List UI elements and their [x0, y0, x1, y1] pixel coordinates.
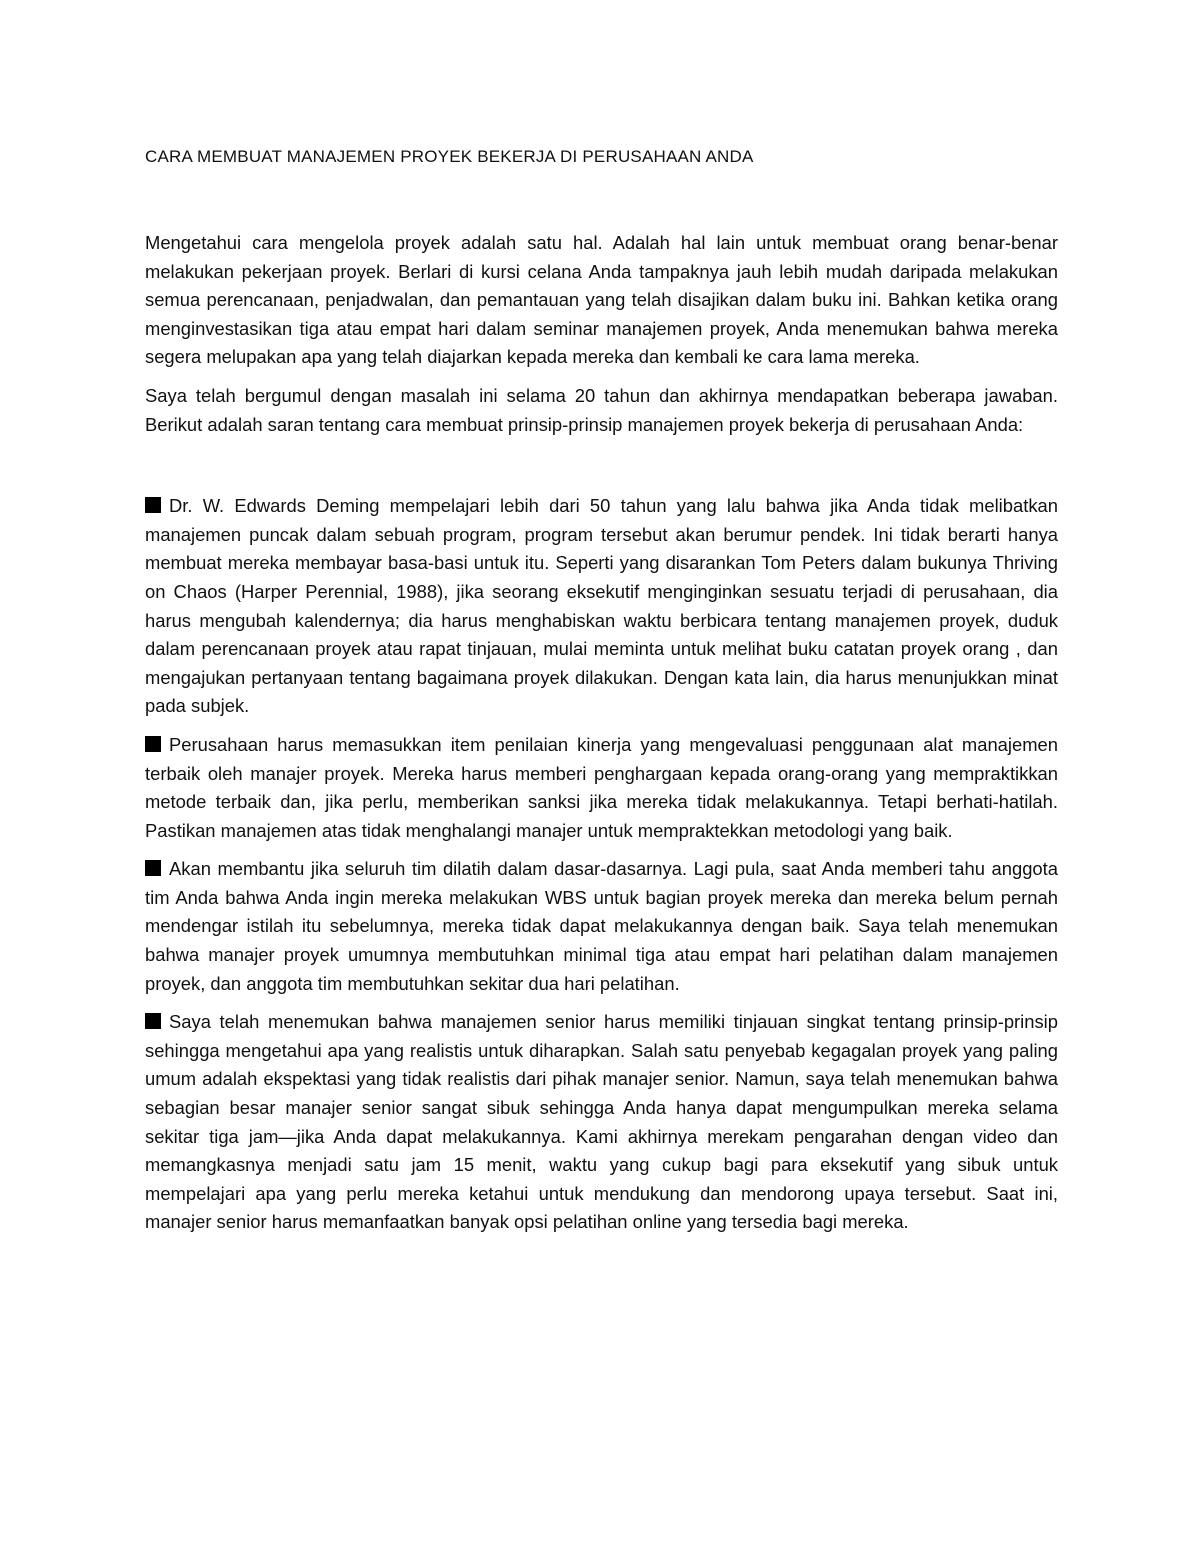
bullet-list [145, 492, 1058, 1237]
bullet-item [145, 1008, 1058, 1237]
bullet-item [145, 855, 1058, 998]
bullet-item [145, 731, 1058, 845]
document-title: CARA MEMBUAT MANAJEMEN PROYEK BEKERJA DI PERUSAHAAN ANDA [145, 147, 754, 166]
bullet-text: Akan membantu jika seluruh tim dilatih dalam dasar-dasarnya. Lagi pula, saat Anda memberi tahu anggota tim Anda bahwa Anda ingin mereka melakukan WBS untuk bagian proyek mereka dan mereka belum pernah mendengar istilah itu sebelumnya, mereka tidak dapat melakukannya dengan baik. Saya telah menemukan bahwa manajer proyek umumnya membutuhkan minimal tiga atau empat hari pelatihan dalam manajemen proyek, dan anggota tim membutuhkan sekitar dua hari pelatihan. [145, 858, 1058, 994]
intro-paragraph: Mengetahui cara mengelola proyek adalah satu hal. Adalah hal lain untuk membuat orang benar-benar melakukan pekerjaan proyek. Berlari di kursi celana Anda tampaknya jauh lebih mudah daripada melakukan semua perencanaan, penjadwalan, dan pemantauan yang telah disajikan dalam buku ini. Bahkan ketika orang menginvestasikan tiga atau empat hari dalam seminar manajemen proyek, Anda menemukan bahwa mereka segera melupakan apa yang telah diajarkan kepada mereka dan kembali ke cara lama mereka. [145, 232, 1058, 368]
document-page [145, 143, 1058, 1237]
black-square-icon [145, 736, 161, 752]
intro-paragraph: Saya telah bergumul dengan masalah ini selama 20 tahun dan akhirnya mendapatkan beberapa jawaban. Berikut adalah saran tentang cara membuat prinsip-prinsip manajemen proyek bekerja di perusahaan Anda: [145, 384, 1058, 435]
bullet-text: Saya telah menemukan bahwa manajemen senior harus memiliki tinjauan singkat tentang prinsip-prinsip sehingga mengetahui apa yang realistis untuk diharapkan. Salah satu penyebab kegagalan proyek yang paling umum adalah ekspektasi yang tidak realistis dari pihak manajer senior. Namun, saya telah menemukan bahwa sebagian besar manajer senior sangat sibuk sehingga Anda hanya dapat mengumpulkan mereka selama sekitar tiga jam—jika Anda dapat melakukannya. Kami akhirnya merekam pengarahan dengan video dan memangkasnya menjadi satu jam 15 menit, waktu yang cukup bagi para eksekutif yang sibuk untuk mempelajari apa yang perlu mereka ketahui untuk mendukung dan mendorong upaya tersebut. Saat ini, manajer senior harus memanfaatkan banyak opsi pelatihan online yang tersedia bagi mereka. [145, 1011, 1058, 1233]
bullet-text: Dr. W. Edwards Deming mempelajari lebih dari 50 tahun yang lalu bahwa jika Anda tidak melibatkan manajemen puncak dalam sebuah program, program tersebut akan berumur pendek. Ini tidak berarti hanya membuat mereka membayar basa-basi untuk itu. Seperti yang disarankan Tom Peters dalam bukunya Thriving on Chaos (Harper Perennial, 1988), jika seorang eksekutif menginginkan sesuatu terjadi di perusahaan, dia harus mengubah kalendernya; dia harus menghabiskan waktu berbicara tentang manajemen proyek, duduk dalam perencanaan proyek atau rapat tinjauan, mulai meminta untuk melihat buku catatan proyek orang , dan mengajukan pertanyaan tentang bagaimana proyek dilakukan. Dengan kata lain, dia harus menunjukkan minat pada subjek. [145, 495, 1058, 717]
black-square-icon [145, 860, 161, 876]
bullet-text: Perusahaan harus memasukkan item penilaian kinerja yang mengevaluasi penggunaan alat manajemen terbaik oleh manajer proyek. Mereka harus memberi penghargaan kepada orang-orang yang mempraktikkan metode terbaik dan, jika perlu, memberikan sanksi jika mereka tidak melakukannya. Tetapi berhati-hatilah. Pastikan manajemen atas tidak menghalangi manajer untuk mempraktekkan metodologi yang baik. [145, 733, 1058, 841]
bullet-item [145, 492, 1058, 721]
black-square-icon [145, 1013, 161, 1029]
black-square-icon [145, 497, 161, 513]
